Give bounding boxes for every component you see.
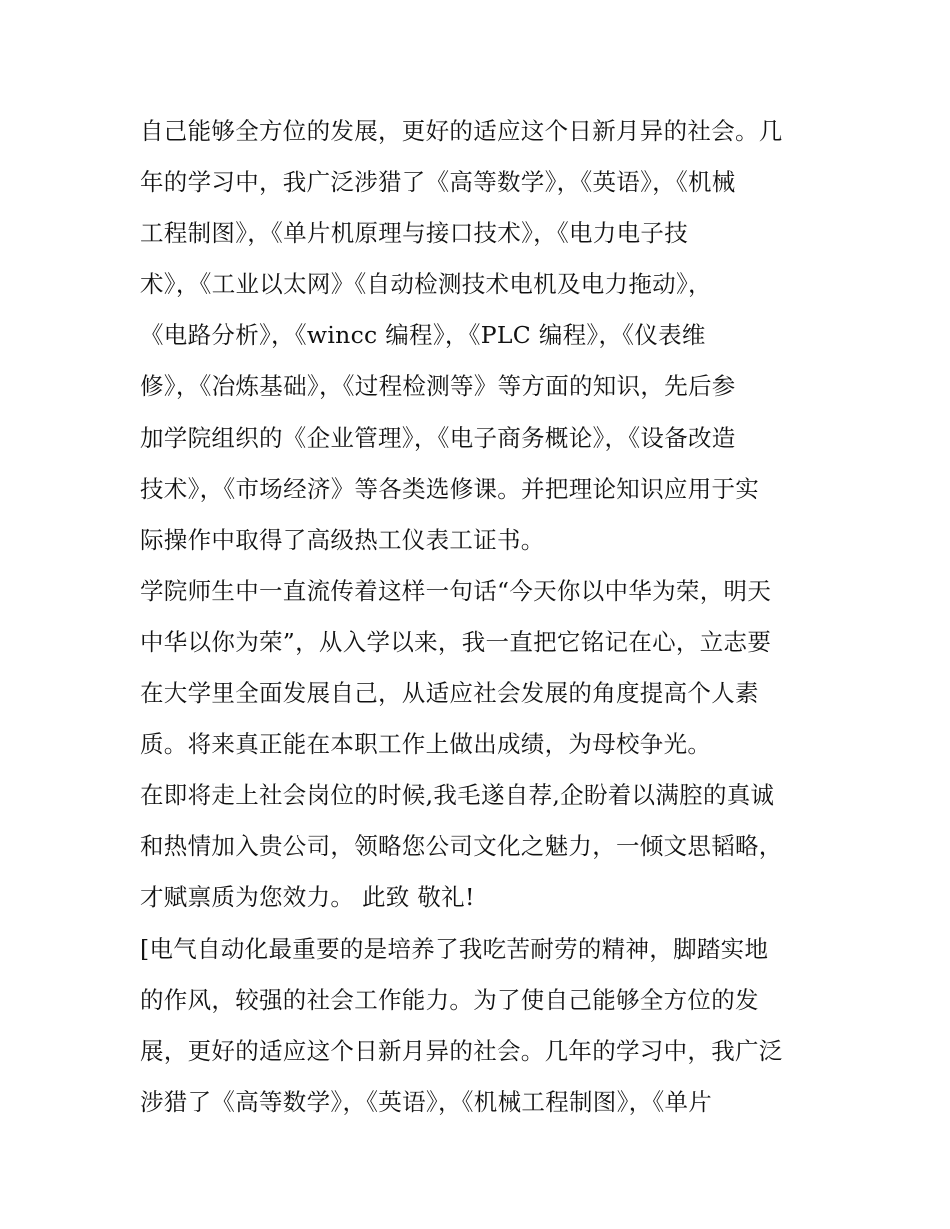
text-line: 修》，《冶炼基础》，《过程检测等》等方面的知识，先后参 xyxy=(140,372,736,401)
text-line: 涉猎了《高等数学》，《英语》，《机械工程制图》，《单片 xyxy=(140,1087,713,1116)
text-line: 自己能够全方位的发展，更好的适应这个日新月异的社会。几 xyxy=(140,117,783,145)
text-line: [电气自动化最重要的是培养了我吃苦耐劳的精神，脚踏实地 xyxy=(140,934,769,963)
text-line: 技术》，《市场经济》等各类选修课。并把理论知识应用于实 xyxy=(140,474,760,503)
text-line: 年的学习中，我广泛涉猎了《高等数学》，《英语》，《机械 xyxy=(140,168,736,197)
text-line: 学院师生中一直流传着这样一句话“今天你以中华为荣，明天 xyxy=(140,576,772,605)
text-line: 在大学里全面发展自己，从适应社会发展的角度提高个人素 xyxy=(140,679,759,708)
text-line: 和热情加入贵公司，领略您公司文化之魅力，一倾文思韬略， xyxy=(140,832,783,861)
text-line: 质。将来真正能在本职工作上做出成绩，为母校争光。 xyxy=(140,730,712,759)
text-line: 际操作中取得了高级热工仪表工证书。 xyxy=(140,525,545,554)
text-line: 术》，《工业以太网》《自动检测技术电机及电力拖动》， xyxy=(140,270,712,299)
text-line: 才赋禀质为您效力。 此致 敬礼! xyxy=(140,883,475,912)
text-line: 加学院组织的《企业管理》，《电子商务概论》，《设备改造 xyxy=(140,423,736,452)
text-line: 中华以你为荣”，从入学以来，我一直把它铭记在心，立志要 xyxy=(140,627,772,656)
text-line: 在即将走上社会岗位的时候,我毛遂自荐,企盼着以满腔的真诚 xyxy=(140,781,775,810)
document-body xyxy=(140,106,815,1128)
text-line: 工程制图》，《单片机原理与接口技术》，《电力电子技 xyxy=(140,219,688,248)
text-line: 展，更好的适应这个日新月异的社会。几年的学习中，我广泛 xyxy=(140,1036,783,1065)
text-line: 的作风，较强的社会工作能力。为了使自己能够全方位的发 xyxy=(140,985,759,1014)
text-line: 《电路分析》，《wincc 编程》，《PLC 编程》，《仪表维 xyxy=(140,321,706,350)
